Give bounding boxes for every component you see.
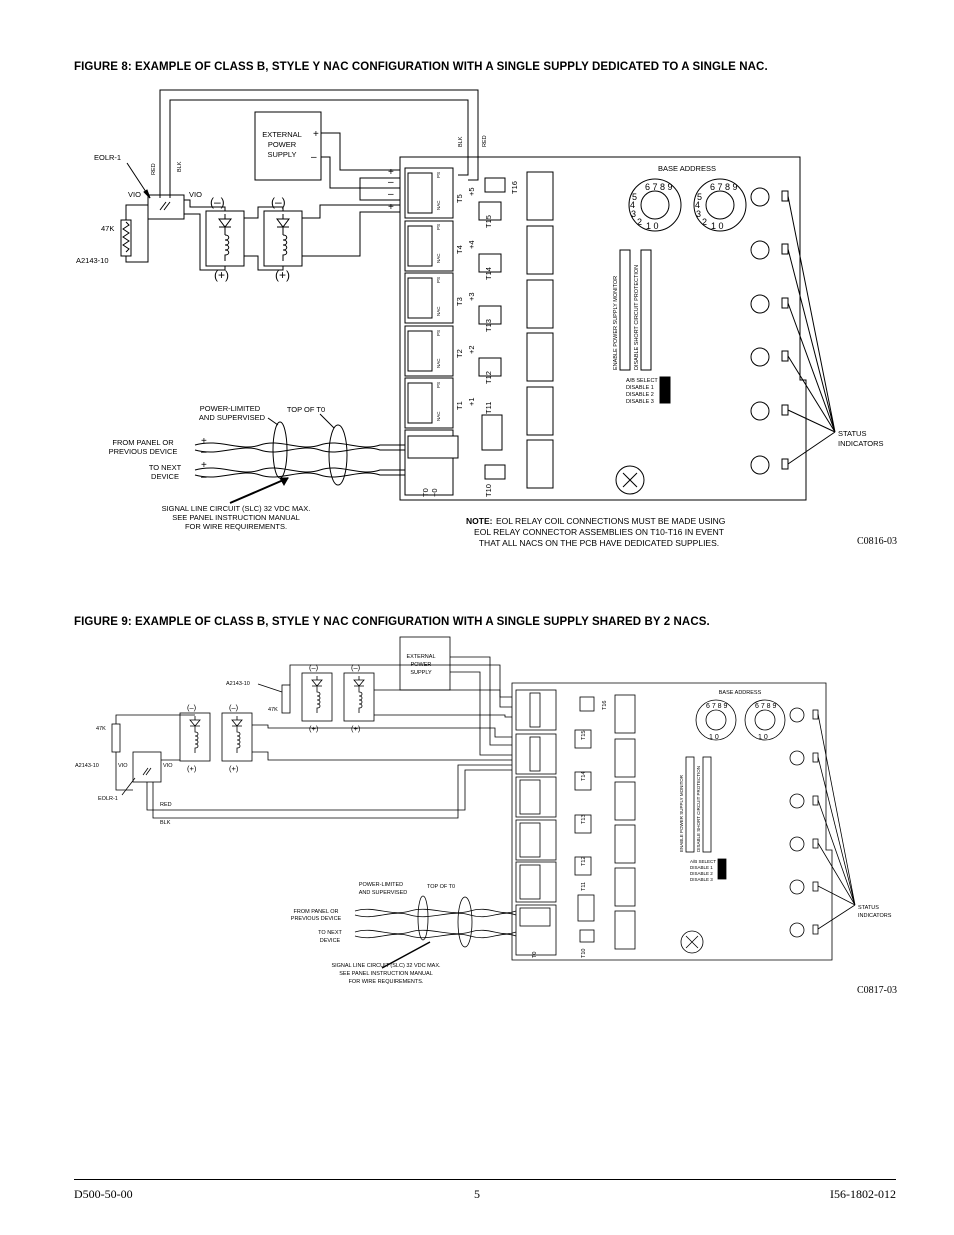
- svg-text:RED: RED: [482, 135, 488, 147]
- svg-text:1 0: 1 0: [758, 734, 768, 741]
- svg-text:SEE PANEL INSTRUCTION MANUAL: SEE PANEL INSTRUCTION MANUAL: [339, 971, 433, 977]
- svg-text:A2143-10: A2143-10: [76, 256, 109, 265]
- figure-9-title: FIGURE 9: EXAMPLE OF CLASS B, STYLE Y NAC CONFIGURATION WITH A SINGLE SUPPLY SHARED BY 2 NACS.: [74, 616, 710, 628]
- svg-text:PS: PS: [436, 329, 441, 336]
- svg-text:VIO: VIO: [128, 190, 141, 199]
- svg-text:DISABLE SHORT CIRCUIT PROTECTI: DISABLE SHORT CIRCUIT PROTECTION: [696, 765, 701, 852]
- nac-device-1: [302, 673, 332, 721]
- svg-text:NAC: NAC: [436, 358, 441, 368]
- svg-text:ENABLE POWER SUPPLY MONITOR: ENABLE POWER SUPPLY MONITOR: [679, 774, 684, 852]
- svg-text:STATUS: STATUS: [858, 905, 879, 911]
- figure-8-title: FIGURE 8: EXAMPLE OF CLASS B, STYLE Y NAC CONFIGURATION WITH A SINGLE SUPPLY DEDICATED TO A SINGLE NAC.: [74, 61, 768, 73]
- svg-text:+: +: [388, 167, 394, 178]
- svg-text:+1: +1: [467, 397, 476, 406]
- svg-text:NAC: NAC: [436, 306, 441, 316]
- svg-text:DEVICE: DEVICE: [319, 938, 341, 944]
- svg-text:–: –: [201, 472, 207, 483]
- svg-text:T12: T12: [484, 371, 493, 384]
- svg-text:(+): (+): [214, 268, 229, 282]
- svg-text:PS: PS: [436, 276, 441, 283]
- nac-device-2: [344, 673, 374, 721]
- svg-text:6 7 8 9: 6 7 8 9: [645, 182, 673, 192]
- svg-text:BASE ADDRESS: BASE ADDRESS: [718, 690, 762, 696]
- svg-text:+5: +5: [467, 187, 476, 196]
- ext-supply-label: SUPPLY: [267, 150, 297, 159]
- svg-text:–: –: [388, 189, 394, 200]
- svg-text:PS: PS: [436, 381, 441, 388]
- svg-text:(–): (–): [187, 703, 197, 712]
- svg-text:NAC: NAC: [436, 253, 441, 263]
- svg-text:INDICATORS: INDICATORS: [838, 439, 884, 448]
- svg-text:(+): (+): [229, 764, 239, 773]
- svg-text:(+): (+): [351, 724, 361, 733]
- svg-text:AND SUPERVISED: AND SUPERVISED: [198, 413, 266, 422]
- svg-text:BLK: BLK: [458, 136, 464, 147]
- ext-supply-label: POWER: [267, 140, 297, 149]
- ext-supply-label: EXTERNAL: [262, 130, 302, 139]
- svg-text:+: +: [388, 202, 394, 213]
- svg-text:TOP OF T0: TOP OF T0: [286, 405, 326, 414]
- svg-text:2: 2: [637, 217, 643, 227]
- svg-text:T13: T13: [581, 814, 587, 824]
- svg-text:+2: +2: [467, 345, 476, 354]
- svg-text:T15: T15: [484, 215, 493, 228]
- svg-text:DISABLE SHORT CIRCUIT PROTECTI: DISABLE SHORT CIRCUIT PROTECTION: [634, 264, 640, 370]
- svg-text:SEE PANEL INSTRUCTION MANUAL: SEE PANEL INSTRUCTION MANUAL: [172, 513, 300, 522]
- svg-text:T11: T11: [484, 401, 493, 414]
- svg-text:T13: T13: [484, 319, 493, 332]
- svg-text:POWER: POWER: [410, 662, 432, 668]
- svg-text:INDICATORS: INDICATORS: [858, 913, 892, 919]
- svg-text:AND SUPERVISED: AND SUPERVISED: [358, 890, 408, 896]
- svg-text:+3: +3: [467, 292, 476, 301]
- drawing-code: C0817-03: [857, 985, 897, 996]
- svg-text:T0: T0: [421, 488, 430, 497]
- svg-text:T12: T12: [581, 856, 587, 866]
- svg-text:+: +: [201, 460, 207, 471]
- footer-doc-number: D500-50-00: [74, 1187, 133, 1201]
- svg-text:FOR WIRE REQUIREMENTS.: FOR WIRE REQUIREMENTS.: [348, 979, 424, 985]
- svg-text:POWER-LIMITED: POWER-LIMITED: [199, 404, 261, 413]
- svg-text:3: 3: [631, 209, 637, 219]
- svg-text:DISABLE 1: DISABLE 1: [626, 385, 654, 391]
- nac-device-1: [206, 211, 244, 266]
- svg-text:T5: T5: [455, 194, 464, 203]
- svg-text:(+): (+): [309, 724, 319, 733]
- svg-text:T2: T2: [455, 349, 464, 358]
- svg-text:DISABLE 2: DISABLE 2: [690, 871, 713, 876]
- figure-9-diagram: [0, 630, 954, 1000]
- svg-text:EOLR-1: EOLR-1: [98, 796, 118, 802]
- svg-text:6 7 8 9: 6 7 8 9: [706, 703, 728, 710]
- eolr-1-relay: [133, 752, 161, 782]
- svg-text:1 0: 1 0: [709, 734, 719, 741]
- svg-text:DISABLE 3: DISABLE 3: [626, 399, 654, 405]
- svg-text:T16: T16: [602, 700, 608, 710]
- svg-text:T3: T3: [455, 297, 464, 306]
- svg-text:(–): (–): [351, 663, 361, 672]
- svg-text:T10: T10: [581, 948, 587, 958]
- svg-text:STATUS: STATUS: [838, 429, 867, 438]
- svg-text:FROM PANEL OR: FROM PANEL OR: [112, 438, 174, 447]
- nac-device-2: [264, 211, 302, 266]
- svg-text:(–): (–): [229, 703, 239, 712]
- svg-text:3: 3: [696, 209, 702, 219]
- svg-text:6 7 8 9: 6 7 8 9: [755, 703, 777, 710]
- svg-text:4: 4: [695, 200, 701, 210]
- svg-text:T1: T1: [455, 401, 464, 410]
- svg-text:A2143-10: A2143-10: [226, 681, 250, 687]
- svg-text:4: 4: [630, 200, 636, 210]
- svg-text:–: –: [201, 447, 207, 458]
- figure-8-diagram: [0, 80, 954, 560]
- svg-text:(–): (–): [210, 195, 225, 209]
- resistor-47k: [121, 220, 131, 256]
- svg-text:T14: T14: [484, 267, 493, 280]
- svg-text:TOP OF T0: TOP OF T0: [426, 884, 456, 890]
- svg-text:DISABLE 1: DISABLE 1: [690, 865, 713, 870]
- svg-text:RED: RED: [151, 163, 157, 175]
- svg-text:DISABLE 3: DISABLE 3: [690, 877, 713, 882]
- svg-text:T0: T0: [532, 951, 538, 958]
- svg-text:BLK: BLK: [160, 820, 171, 826]
- svg-text:47K: 47K: [101, 224, 115, 233]
- svg-text:EXTERNAL: EXTERNAL: [406, 654, 436, 660]
- svg-text:FROM PANEL OR: FROM PANEL OR: [293, 909, 339, 915]
- svg-text:T11: T11: [581, 881, 587, 891]
- svg-text:T10: T10: [484, 484, 493, 497]
- svg-text:A/B SELECT: A/B SELECT: [626, 378, 658, 384]
- svg-text:(–): (–): [271, 195, 286, 209]
- svg-text:ENABLE POWER SUPPLY MONITOR: ENABLE POWER SUPPLY MONITOR: [613, 275, 619, 370]
- note-label: NOTE:: [466, 516, 493, 526]
- note-text: THAT ALL NACS ON THE PCB HAVE DEDICATED SUPPLIES.: [478, 538, 720, 548]
- svg-text:(+): (+): [187, 764, 197, 773]
- drawing-code: C0816-03: [857, 536, 897, 547]
- base-address-label: BASE ADDRESS: [658, 164, 716, 173]
- svg-text:VIO: VIO: [163, 763, 173, 769]
- svg-text:+0: +0: [430, 488, 439, 497]
- eolr-label: EOLR-1: [94, 153, 122, 162]
- svg-text:NAC: NAC: [436, 411, 441, 421]
- status-indicators: [751, 188, 788, 474]
- footer-page-number: 5: [474, 1187, 480, 1201]
- svg-text:T14: T14: [581, 771, 587, 781]
- svg-text:RED: RED: [160, 802, 172, 808]
- footer-manual-number: I56-1802-012: [830, 1187, 896, 1201]
- svg-text:47K: 47K: [96, 726, 106, 732]
- svg-text:A2143-10: A2143-10: [75, 763, 99, 769]
- svg-text:6 7 8 9: 6 7 8 9: [710, 182, 738, 192]
- svg-text:PS: PS: [436, 171, 441, 178]
- svg-text:(–): (–): [309, 663, 319, 672]
- svg-text:TO NEXT: TO NEXT: [148, 463, 182, 472]
- svg-text:SIGNAL LINE CIRCUIT (SLC) 32 V: SIGNAL LINE CIRCUIT (SLC) 32 VDC MAX.: [161, 504, 311, 513]
- svg-text:NAC: NAC: [436, 200, 441, 210]
- svg-text:VIO: VIO: [118, 763, 128, 769]
- svg-text:PREVIOUS DEVICE: PREVIOUS DEVICE: [108, 447, 178, 456]
- svg-text:–: –: [311, 152, 317, 163]
- svg-text:SUPPLY: SUPPLY: [410, 670, 432, 676]
- svg-text:5: 5: [697, 192, 703, 202]
- svg-text:PS: PS: [436, 223, 441, 230]
- footer-rule: [74, 1179, 896, 1180]
- nac-device-3: [180, 713, 210, 761]
- svg-text:1 0: 1 0: [711, 221, 724, 231]
- svg-text:DISABLE 2: DISABLE 2: [626, 392, 654, 398]
- svg-text:BLK: BLK: [177, 161, 183, 172]
- svg-text:TO NEXT: TO NEXT: [318, 930, 342, 936]
- svg-text:+: +: [313, 129, 319, 140]
- svg-text:+4: +4: [467, 240, 476, 249]
- svg-text:–: –: [388, 177, 394, 188]
- status-indicators: [790, 708, 818, 937]
- svg-text:T15: T15: [581, 730, 587, 740]
- svg-text:T4: T4: [455, 245, 464, 254]
- svg-text:47K: 47K: [268, 707, 278, 713]
- svg-text:SIGNAL LINE CIRCUIT (SLC) 32 V: SIGNAL LINE CIRCUIT (SLC) 32 VDC MAX.: [331, 963, 441, 969]
- svg-text:+: +: [201, 436, 207, 447]
- svg-text:POWER-LIMITED: POWER-LIMITED: [358, 882, 404, 888]
- svg-text:VIO: VIO: [189, 190, 202, 199]
- module-pcb-outline: [400, 157, 806, 500]
- svg-text:A/B SELECT: A/B SELECT: [690, 859, 717, 864]
- svg-text:1 0: 1 0: [646, 221, 659, 231]
- nac-device-4: [222, 713, 252, 761]
- note-text: EOL RELAY CONNECTOR ASSEMBLIES ON T10-T16 IN EVENT: [474, 527, 724, 537]
- svg-text:(+): (+): [275, 268, 290, 282]
- svg-text:PREVIOUS DEVICE: PREVIOUS DEVICE: [290, 916, 342, 922]
- note-text: EOL RELAY COIL CONNECTIONS MUST BE MADE USING: [496, 516, 726, 526]
- svg-text:DEVICE: DEVICE: [151, 472, 179, 481]
- svg-text:5: 5: [632, 192, 638, 202]
- svg-text:2: 2: [702, 217, 708, 227]
- svg-text:FOR WIRE REQUIREMENTS.: FOR WIRE REQUIREMENTS.: [184, 522, 288, 531]
- svg-text:T16: T16: [510, 181, 519, 194]
- module-pcb-outline: [512, 683, 832, 960]
